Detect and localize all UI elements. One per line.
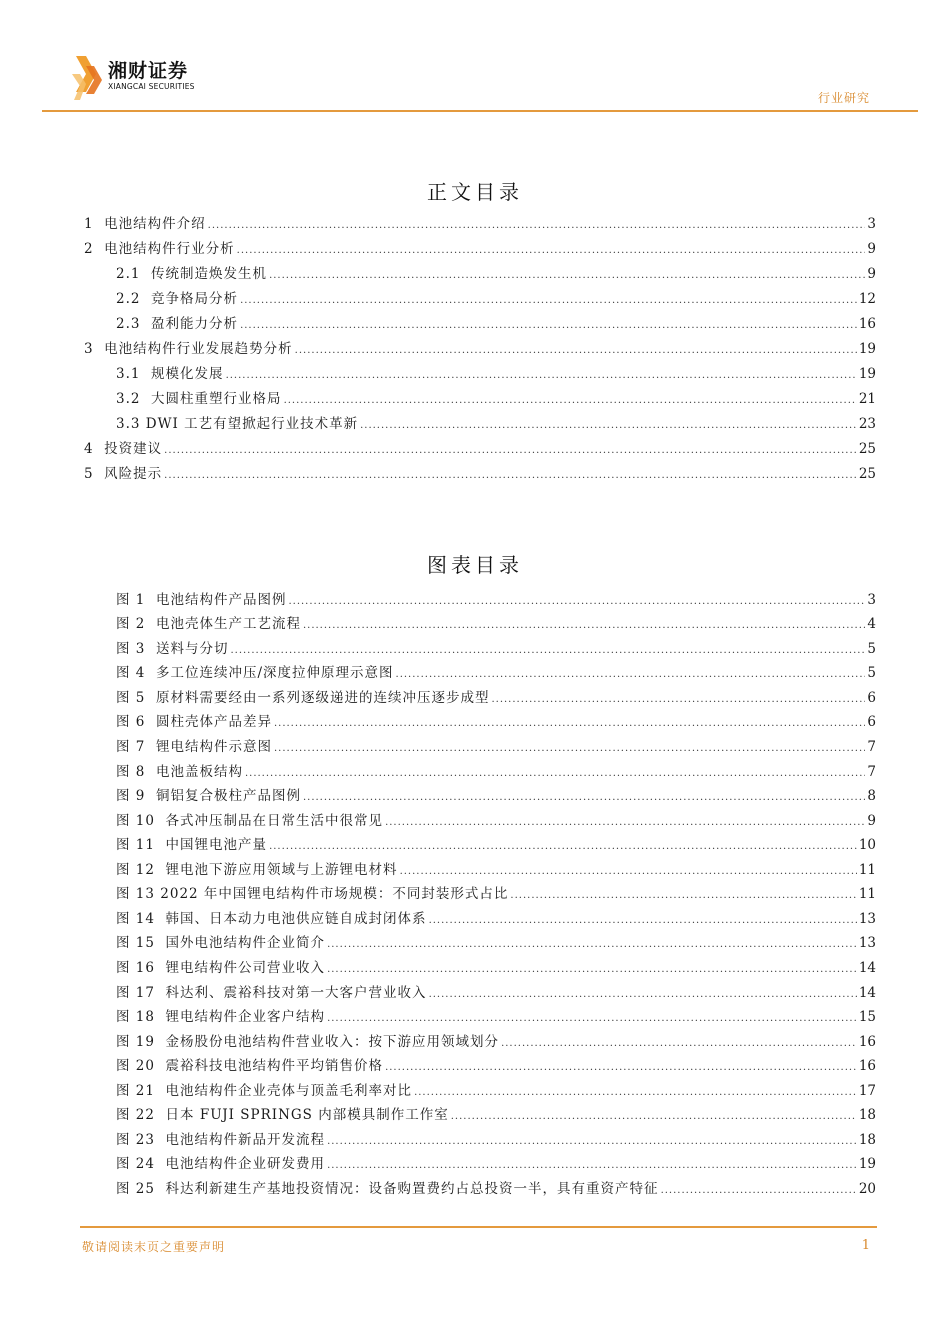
entry-label: 2 电池结构件行业分析 xyxy=(84,241,235,257)
figure-entry[interactable] xyxy=(116,1179,876,1199)
entry-label: 图 8 电池盖板结构 xyxy=(116,764,243,780)
entry-label: 图 15 国外电池结构件企业简介 xyxy=(116,935,326,951)
company-logo xyxy=(72,52,202,108)
entry-label: 2.3 盈利能力分析 xyxy=(116,316,239,332)
entry-page: 16 xyxy=(858,1034,876,1050)
entry-page: 4 xyxy=(867,616,876,632)
footer-divider xyxy=(80,1226,877,1228)
entry-page: 6 xyxy=(867,714,876,730)
figure-entry[interactable] xyxy=(116,688,876,708)
entry-page: 12 xyxy=(858,291,876,307)
dot-leader xyxy=(414,1083,857,1103)
page-number: 1 xyxy=(861,1238,870,1253)
entry-label: 图 5 原材料需要经由一系列逐级递进的连续冲压逐步成型 xyxy=(116,690,490,706)
dot-leader xyxy=(327,1009,857,1029)
dot-leader xyxy=(208,216,866,236)
figure-entry[interactable] xyxy=(116,663,876,683)
entry-page: 19 xyxy=(858,1156,876,1172)
entry-label: 1 电池结构件介绍 xyxy=(84,216,206,232)
figure-entry[interactable] xyxy=(116,1007,876,1027)
figure-entry[interactable] xyxy=(116,614,876,634)
entry-page: 9 xyxy=(867,266,876,282)
entry-page: 11 xyxy=(858,862,876,878)
entry-label: 图 13 2022 年中国锂电结构件市场规模：不同封装形式占比 xyxy=(116,886,509,902)
entry-label: 图 14 韩国、日本动力电池供应链自成封闭体系 xyxy=(116,911,427,927)
figure-entry[interactable] xyxy=(116,811,876,831)
contents-entry[interactable] xyxy=(116,389,876,409)
logo-english-name: XIANGCAI SECURITIES xyxy=(108,82,195,91)
entry-page: 3 xyxy=(867,216,876,232)
dot-leader xyxy=(327,935,857,955)
figure-entry[interactable] xyxy=(116,909,876,929)
figure-entry[interactable] xyxy=(116,590,876,610)
dot-leader xyxy=(385,813,865,833)
entry-label: 图 6 圆柱壳体产品差异 xyxy=(116,714,272,730)
dot-leader xyxy=(491,690,865,710)
entry-label: 图 23 电池结构件新品开发流程 xyxy=(116,1132,326,1148)
figures-title: 图表目录 xyxy=(427,553,523,577)
figure-entry[interactable] xyxy=(116,737,876,757)
figure-entry[interactable] xyxy=(116,1081,876,1101)
figure-entry[interactable] xyxy=(116,958,876,978)
entry-page: 7 xyxy=(867,764,876,780)
entry-page: 19 xyxy=(858,366,876,382)
contents-entry[interactable] xyxy=(116,264,876,284)
dot-leader xyxy=(327,1156,857,1176)
report-category: 行业研究 xyxy=(817,91,870,105)
dot-leader xyxy=(240,316,857,336)
entry-label: 3.1 规模化发展 xyxy=(116,366,224,382)
entry-label: 4 投资建议 xyxy=(84,441,163,457)
contents-entry[interactable] xyxy=(84,464,876,484)
entry-label: 图 10 各式冲压制品在日常生活中很常见 xyxy=(116,813,384,829)
entry-page: 9 xyxy=(867,813,876,829)
entry-page: 15 xyxy=(858,1009,876,1025)
dot-leader xyxy=(226,366,857,386)
entry-page: 5 xyxy=(867,641,876,657)
entry-label: 图 16 锂电结构件公司营业收入 xyxy=(116,960,326,976)
entry-label: 图 3 送料与分切 xyxy=(116,641,229,657)
dot-leader xyxy=(451,1107,857,1127)
dot-leader xyxy=(327,1132,857,1152)
dot-leader xyxy=(327,960,857,980)
figure-entry[interactable] xyxy=(116,762,876,782)
contents-entry[interactable] xyxy=(84,339,876,359)
figure-entry[interactable] xyxy=(116,1105,876,1125)
figure-entry[interactable] xyxy=(116,1056,876,1076)
entry-label: 3.2 大圆柱重塑行业格局 xyxy=(116,391,282,407)
entry-label: 图 17 科达利、震裕科技对第一大客户营业收入 xyxy=(116,985,427,1001)
dot-leader xyxy=(429,911,857,931)
contents-title: 正文目录 xyxy=(427,180,523,204)
figure-entry[interactable] xyxy=(116,860,876,880)
dot-leader xyxy=(274,739,865,759)
entry-label: 图 24 电池结构件企业研发费用 xyxy=(116,1156,326,1172)
entry-page: 8 xyxy=(867,788,876,804)
entry-page: 6 xyxy=(867,690,876,706)
logo-mark-icon xyxy=(72,52,106,104)
dot-leader xyxy=(396,665,866,685)
figure-entry[interactable] xyxy=(116,933,876,953)
dot-leader xyxy=(274,714,865,734)
header-divider xyxy=(42,110,918,112)
entry-page: 7 xyxy=(867,739,876,755)
figure-entry[interactable] xyxy=(116,1154,876,1174)
entry-page: 10 xyxy=(858,837,876,853)
entry-label: 2.1 传统制造焕发生机 xyxy=(116,266,268,282)
dot-leader xyxy=(429,985,857,1005)
entry-label: 5 风险提示 xyxy=(84,466,163,482)
figure-entry[interactable] xyxy=(116,1032,876,1052)
entry-page: 21 xyxy=(858,391,876,407)
entry-page: 5 xyxy=(867,665,876,681)
dot-leader xyxy=(385,1058,857,1078)
dot-leader xyxy=(240,291,857,311)
contents-entry[interactable] xyxy=(116,314,876,334)
dot-leader xyxy=(245,764,865,784)
figure-entry[interactable] xyxy=(116,983,876,1003)
entry-page: 11 xyxy=(858,886,876,902)
figure-entry[interactable] xyxy=(116,1130,876,1150)
contents-entry[interactable] xyxy=(116,364,876,384)
dot-leader xyxy=(661,1181,857,1201)
entry-label: 图 25 科达利新建生产基地投资情况：设备购置费约占总投资一半，具有重资产特征 xyxy=(116,1181,659,1197)
logo-chinese-name: 湘财证券 xyxy=(108,60,189,82)
dot-leader xyxy=(288,592,865,612)
entry-page: 18 xyxy=(858,1132,876,1148)
figure-entry[interactable] xyxy=(116,786,876,806)
dot-leader xyxy=(284,391,857,411)
entry-page: 20 xyxy=(858,1181,876,1197)
entry-page: 16 xyxy=(858,316,876,332)
contents-entry[interactable] xyxy=(84,214,876,234)
entry-page: 25 xyxy=(858,466,876,482)
dot-leader xyxy=(295,341,857,361)
entry-label: 图 19 金杨股份电池结构件营业收入：按下游应用领域划分 xyxy=(116,1034,500,1050)
entry-page: 13 xyxy=(858,935,876,951)
contents-entry[interactable] xyxy=(116,414,876,434)
entry-page: 14 xyxy=(858,985,876,1001)
page-header xyxy=(0,0,950,120)
contents-entry[interactable] xyxy=(84,439,876,459)
entry-label: 图 20 震裕科技电池结构件平均销售价格 xyxy=(116,1058,384,1074)
contents-entry[interactable] xyxy=(84,239,876,259)
dot-leader xyxy=(510,886,856,906)
entry-page: 9 xyxy=(867,241,876,257)
dot-leader xyxy=(400,862,857,882)
entry-label: 图 1 电池结构件产品图例 xyxy=(116,592,287,608)
dot-leader xyxy=(237,241,866,261)
dot-leader xyxy=(501,1034,857,1054)
entry-label: 图 2 电池壳体生产工艺流程 xyxy=(116,616,301,632)
figure-entry[interactable] xyxy=(116,639,876,659)
dot-leader xyxy=(303,788,865,808)
entry-label: 2.2 竞争格局分析 xyxy=(116,291,239,307)
entry-page: 16 xyxy=(858,1058,876,1074)
entry-page: 17 xyxy=(858,1083,876,1099)
entry-label: 3 电池结构件行业发展趋势分析 xyxy=(84,341,293,357)
entry-label: 图 22 日本 FUJI SPRINGS 内部模具制作工作室 xyxy=(116,1107,449,1123)
dot-leader xyxy=(269,837,857,857)
dot-leader xyxy=(303,616,865,636)
entry-page: 14 xyxy=(858,960,876,976)
entry-label: 图 18 锂电结构件企业客户结构 xyxy=(116,1009,326,1025)
entry-page: 18 xyxy=(858,1107,876,1123)
entry-label: 图 7 锂电结构件示意图 xyxy=(116,739,272,755)
entry-label: 图 4 多工位连续冲压/深度拉伸原理示意图 xyxy=(116,665,394,681)
dot-leader xyxy=(164,466,857,486)
disclaimer-note: 敬请阅读末页之重要声明 xyxy=(82,1240,226,1254)
entry-label: 3.3 DWI 工艺有望掀起行业技术革新 xyxy=(116,416,359,432)
entry-page: 23 xyxy=(858,416,876,432)
figure-entry[interactable] xyxy=(116,884,876,904)
dot-leader xyxy=(269,266,865,286)
figure-entry[interactable] xyxy=(116,712,876,732)
dot-leader xyxy=(360,416,857,436)
dot-leader xyxy=(230,641,865,661)
entry-page: 25 xyxy=(858,441,876,457)
figure-entry[interactable] xyxy=(116,835,876,855)
entry-label: 图 12 锂电池下游应用领域与上游锂电材料 xyxy=(116,862,398,878)
entry-label: 图 11 中国锂电池产量 xyxy=(116,837,268,853)
dot-leader xyxy=(164,441,857,461)
entry-page: 13 xyxy=(858,911,876,927)
entry-label: 图 9 铜铝复合极柱产品图例 xyxy=(116,788,301,804)
entry-page: 19 xyxy=(858,341,876,357)
contents-entry[interactable] xyxy=(116,289,876,309)
entry-label: 图 21 电池结构件企业壳体与顶盖毛利率对比 xyxy=(116,1083,413,1099)
entry-page: 3 xyxy=(867,592,876,608)
